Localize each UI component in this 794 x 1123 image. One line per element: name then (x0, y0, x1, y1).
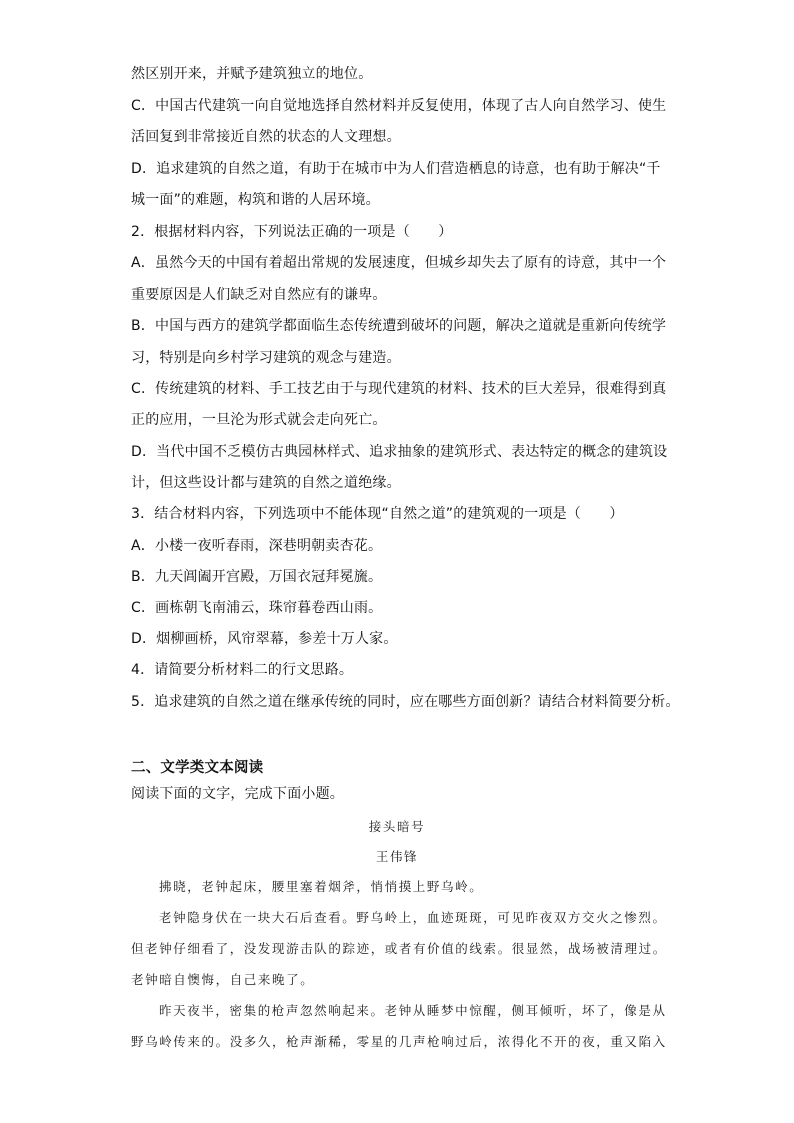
story-author: 王伟锋 (375, 849, 419, 864)
text-line: 计，但这些设计都与建筑的自然之道绝缘。 (131, 475, 401, 491)
option-c-line: C．传统建筑的材料、手工技艺由于与现代建筑的材料、技术的巨大差异，很难得到真 (131, 381, 667, 397)
question-3: 3．结合材料内容，下列选项中不能体现“自然之道”的建筑观的一项是（ ） (131, 506, 624, 522)
story-paragraph: 老钟隐身伏在一块大石后查看。野乌岭上，血迹斑斑，可见昨夜双方交火之惨烈。 (159, 910, 667, 925)
story-paragraph-line: 但老钟仔细看了，没发现游击队的踪迹，或者有价值的线索。很显然，战场被清理过。 (131, 941, 667, 956)
instruction-text: 阅读下面的文字，完成下面小题。 (131, 786, 344, 802)
story-paragraph: 昨天夜半，密集的枪声忽然响起来。老钟从睡梦中惊醒，侧耳倾听，坏了，像是从 (159, 1003, 667, 1018)
option-b-line: B．中国与西方的建筑学都面临生态传统遭到破坏的问题，解决之道就是重新向传统学 (131, 318, 667, 334)
option-d-line: D．追求建筑的自然之道，有助于在城市中为人们营造栖息的诗意，也有助于解决“千 (131, 161, 661, 177)
option-d-line: D．烟柳画桥，风帘翠幕，参差十万人家。 (131, 631, 398, 647)
text-line: 然区别开来，并赋予建筑独立的地位。 (131, 66, 373, 82)
text-line: 习，特别是向乡村学习建筑的观念与建造。 (131, 350, 401, 366)
text-line: 正的应用，一旦沦为形式就会走向死亡。 (131, 412, 387, 428)
story-paragraph-line: 野乌岭传来的。没多久，枪声渐稀，零星的几声枪响过后，浓得化不开的夜，重又陷入 (131, 1034, 667, 1049)
text-line: 重要原因是人们缺乏对自然应有的谦卑。 (131, 287, 387, 303)
option-d-line: D．当代中国不乏模仿古典园林样式、追求抽象的建筑形式、表达特定的概念的建筑设 (131, 444, 668, 460)
question-5: 5．追求建筑的自然之道在继承传统的同时，应在哪些方面创新？请结合材料简要分析。 (131, 694, 680, 710)
text-line: 活回复到非常接近自然的状态的人文理想。 (131, 129, 401, 145)
option-a-line: A．小楼一夜听春雨，深巷明朝卖杏花。 (131, 538, 383, 554)
option-c-line: C．中国古代建筑一向自觉地选择自然材料并反复使用，体现了古人向自然学习、使生 (131, 98, 667, 114)
option-b-line: B．九天阊阖开宫殿，万国衣冠拜冕旒。 (131, 569, 383, 585)
option-c-line: C．画栋朝飞南浦云，珠帘暮卷西山雨。 (131, 600, 383, 616)
story-paragraph: 拂晓，老钟起床，腰里塞着烟斧，悄悄摸上野乌岭。 (159, 879, 484, 894)
story-title: 接头暗号 (368, 819, 426, 834)
text-line: 城一面”的难题，构筑和谐的人居环境。 (131, 192, 380, 208)
question-2: 2．根据材料内容，下列说法正确的一项是（ ） (131, 224, 453, 240)
story-paragraph-line: 老钟暗自懊悔，自己来晚了。 (131, 972, 315, 987)
option-a-line: A．虽然今天的中国有着超出常规的发展速度，但城乡却失去了原有的诗意，其中一个 (131, 255, 667, 271)
section-heading: 二、文学类文本阅读 (131, 760, 264, 776)
question-4: 4．请简要分析材料二的行文思路。 (131, 662, 354, 678)
